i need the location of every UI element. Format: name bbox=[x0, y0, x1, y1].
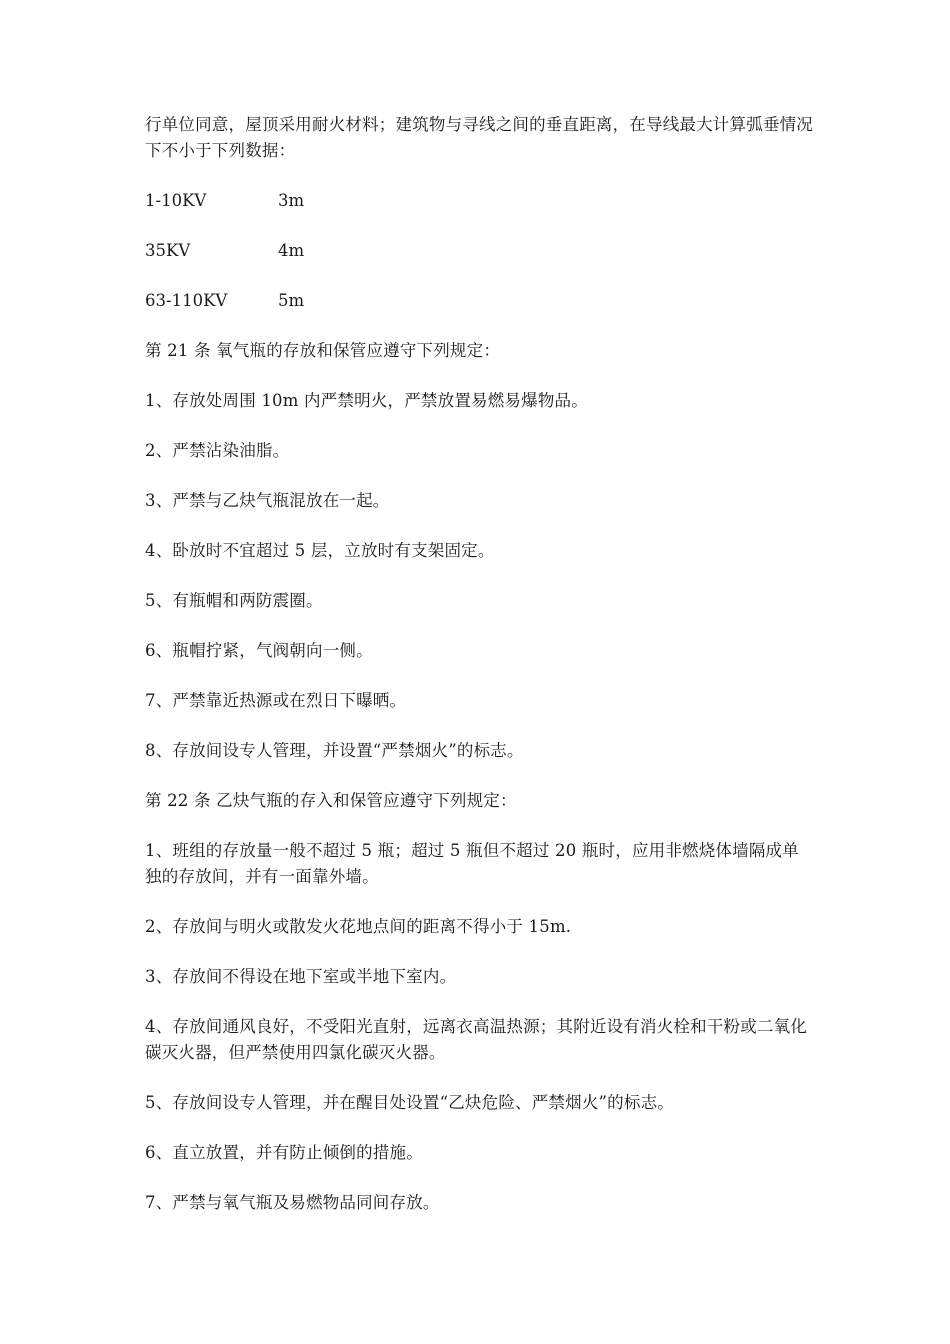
article-21-item: 8、存放间设专人管理，并设置“严禁烟火”的标志。 bbox=[145, 741, 524, 760]
document-page bbox=[145, 112, 815, 1216]
distance-row bbox=[145, 188, 815, 214]
article-21-title: 第 21 条 氧气瓶的存放和保管应遵守下列规定： bbox=[145, 341, 501, 360]
distance-cell: 4m bbox=[278, 241, 305, 260]
article-22-item: 2、存放间与明火或散发火花地点间的距离不得小于 15m. bbox=[145, 917, 572, 936]
article-22-item: 6、直立放置，并有防止倾倒的措施。 bbox=[145, 1143, 423, 1162]
article-21-item: 1、存放处周围 10m 内严禁明火，严禁放置易燃易爆物品。 bbox=[145, 391, 588, 410]
article-22-item: 1、班组的存放量一般不超过 5 瓶；超过 5 瓶但不超过 20 瓶时，应用非燃烧体墙隔成单独的存放间，并有一面靠外墙。 bbox=[145, 841, 799, 886]
voltage-cell: 63-110KV bbox=[145, 291, 228, 310]
distance-row bbox=[145, 288, 815, 314]
article-21-item: 3、严禁与乙炔气瓶混放在一起。 bbox=[145, 491, 390, 510]
distance-cell: 3m bbox=[278, 191, 305, 210]
article-21-item: 5、有瓶帽和两防震圈。 bbox=[145, 591, 323, 610]
article-22-item: 4、存放间通风良好，不受阳光直射，远离衣高温热源；其附近设有消火栓和干粉或二氧化碳灭火器，但严禁使用四氯化碳灭火器。 bbox=[145, 1017, 807, 1062]
voltage-cell: 35KV bbox=[145, 241, 191, 260]
voltage-cell: 1-10KV bbox=[145, 191, 207, 210]
article-22-item: 7、严禁与氧气瓶及易燃物品同间存放。 bbox=[145, 1193, 440, 1212]
article-22-title: 第 22 条 乙炔气瓶的存入和保管应遵守下列规定： bbox=[145, 791, 517, 810]
article-21-item: 2、严禁沾染油脂。 bbox=[145, 441, 290, 460]
intro-paragraph: 行单位同意，屋顶采用耐火材料；建筑物与寻线之间的垂直距离，在导线最大计算弧垂情况下不小于下列数据： bbox=[145, 115, 813, 160]
distance-cell: 5m bbox=[278, 291, 305, 310]
article-21-item: 4、卧放时不宜超过 5 层，立放时有支架固定。 bbox=[145, 541, 495, 560]
distance-row bbox=[145, 238, 815, 264]
article-22-item: 5、存放间设专人管理，并在醒目处设置“乙炔危险、严禁烟火”的标志。 bbox=[145, 1093, 674, 1112]
article-22-item: 3、存放间不得设在地下室或半地下室内。 bbox=[145, 967, 457, 986]
article-21-item: 6、瓶帽拧紧，气阀朝向一侧。 bbox=[145, 641, 373, 660]
article-21-item: 7、严禁靠近热源或在烈日下曝晒。 bbox=[145, 691, 407, 710]
